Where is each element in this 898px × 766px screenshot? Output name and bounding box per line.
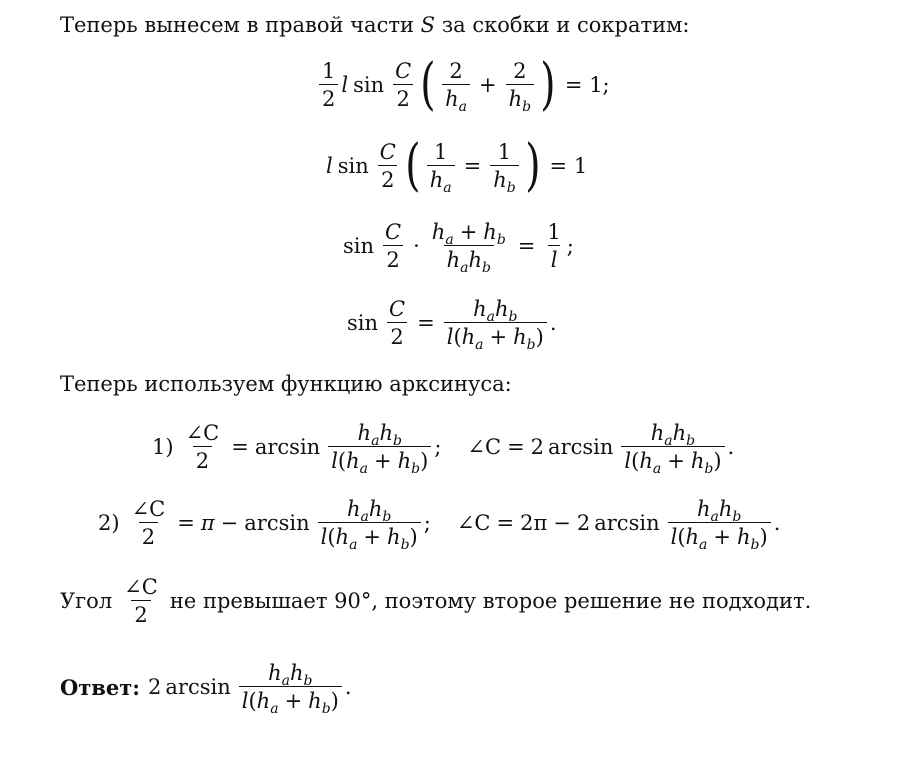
frac-c-half [377,141,399,191]
frac-sum-over-product [429,220,509,277]
var-h: h [335,525,350,550]
sub-b: b [303,673,313,689]
sub-b: b [522,99,532,116]
op-plus: + [363,525,382,550]
var-h: h [650,421,665,445]
den [444,322,547,354]
den [239,686,342,718]
answer [60,661,352,718]
sub-b: b [686,433,696,449]
op-minus: − [220,511,239,536]
op-plus: + [459,220,478,244]
var-h: h [696,497,711,521]
sub-a: a [664,433,673,449]
var-h: h [513,325,527,350]
op-eq: = [417,311,435,336]
var-h: h [468,248,483,273]
var-l: l [341,73,349,98]
op-plus: + [374,449,392,474]
frac-angle-c-half [183,422,223,472]
num: C [379,140,396,165]
case-2 [98,497,781,554]
period: . [344,675,352,700]
fn-sin: sin [337,154,369,179]
sub-a: a [281,673,290,689]
den [506,84,535,116]
var-h: h [718,497,733,521]
var-h: h [387,525,401,550]
var-h: h [429,168,444,193]
var-h: h [685,525,700,550]
coef-2: 2 [530,435,545,460]
frac-product-over-lsum [328,421,431,478]
den: 2 [378,165,397,191]
sub-b: b [382,509,392,525]
lp: ( [453,325,462,350]
var-h: h [446,248,461,273]
var-h: h [368,497,383,521]
intro-text [60,15,690,36]
angle-c: ∠C [456,511,491,536]
var-l: l [670,525,678,550]
frac-product-over-lsum [239,661,342,718]
var-h: h [493,168,507,193]
num [648,421,698,449]
equation-1 [316,52,610,117]
op-eq: = [517,234,536,259]
var-h: h [346,497,361,521]
var-h: h [290,661,304,685]
rp: ) [330,689,339,714]
sub-a: a [710,509,719,525]
rhs: = 1 [549,154,588,179]
den: 2 [393,84,412,110]
var-h: h [672,421,687,445]
var-h: h [483,220,497,244]
var-h: h [346,449,360,474]
var-h: h [308,689,322,714]
fn-arcsin: arcsin [254,435,321,460]
den [328,446,431,478]
fn-sin: sin [343,234,375,259]
period: . [773,511,781,536]
rp: ) [713,449,722,474]
op-minus: − [553,511,571,536]
den [442,84,470,116]
sub-a: a [349,537,358,554]
conclusion-after: не превышает 90°, поэтому второе решение не подходит. [169,589,812,614]
var-h: h [473,297,487,321]
frac-2-ha [442,59,470,116]
den [621,446,724,478]
case-label: 2) [98,511,120,536]
num: 1 [322,59,336,84]
sub-b: b [321,701,331,718]
var-h: h [379,421,393,445]
lp: ( [248,689,257,714]
den: 2 [319,84,338,110]
frac-1-hb [490,140,519,197]
intro-before: Теперь вынесем в правой части [60,13,421,37]
sub-b: b [704,461,714,478]
pi: π [200,511,215,536]
num [344,497,394,525]
sub-a: a [460,260,469,277]
var-h: h [690,449,705,474]
den [490,165,519,197]
left-paren: ( [405,133,421,198]
var-h: h [508,87,523,112]
op-plus: + [284,689,303,714]
rhs: ; [566,234,574,259]
num [429,220,509,248]
coef-2: 2 [148,675,162,700]
var-h: h [431,220,446,244]
frac-1-l [544,221,563,271]
sub-b: b [526,337,536,354]
op-eq: = [463,154,482,179]
num: 2 [449,59,463,84]
op-plus: + [478,73,497,98]
answer-label: Ответ: [60,674,141,700]
num [265,661,315,689]
var-h: h [461,325,476,350]
right-paren: ) [524,133,541,198]
case-1 [152,421,735,478]
var-h: h [494,297,509,321]
equation-4 [347,297,557,354]
angle-c: ∠C [467,435,502,460]
var-h: h [397,449,412,474]
num: 1 [497,140,512,165]
period: . [727,435,735,460]
var-l: l [446,325,454,350]
sub-b: b [750,537,760,554]
num [355,421,405,449]
sub-a: a [270,701,279,718]
lp: ( [327,525,336,550]
semicolon: ; [423,511,431,536]
den [668,522,771,554]
num: ∠C [124,575,158,599]
var-l: l [326,154,333,179]
semicolon: ; [434,435,442,460]
var-l: l [624,449,632,474]
frac-c-half [392,60,414,110]
var-h: h [445,87,459,112]
arcsin-intro: Теперь используем функцию арксинуса: [60,372,512,396]
num: 2 [513,59,527,84]
sub-a: a [359,461,368,478]
sub-b: b [482,260,491,277]
frac-product-over-lsum [668,497,771,554]
num: ∠C [185,421,220,445]
den: 2 [139,522,158,548]
frac-c-half [382,221,404,271]
num [470,297,520,325]
intro-var: S [420,13,436,37]
num [694,497,744,525]
den [427,165,455,197]
sub-a: a [371,433,380,449]
sub-a: a [486,309,495,325]
fn-sin: sin [353,73,385,98]
conclusion-before: Угол [60,589,113,614]
sub-a: a [652,461,662,478]
den: 2 [131,600,150,626]
var-l: l [331,449,338,474]
den: 2 [387,322,406,348]
rp: ) [420,449,429,474]
var-l: l [320,525,328,550]
sub-a: a [445,232,454,248]
fn-arcsin: arcsin [594,511,660,536]
left-paren: ( [420,52,436,117]
intro-after: за скобки и сократим: [435,13,690,37]
sub-b: b [506,180,516,197]
op-plus: + [667,449,685,474]
frac-c-half [386,298,408,348]
sub-a: a [699,537,708,554]
op-plus: + [489,325,508,350]
op-plus: + [713,525,732,550]
sub-b: b [392,433,402,449]
op-eq: = [496,511,515,536]
var-h: h [639,449,653,474]
op-eq: = [231,435,249,460]
period: . [549,311,557,336]
frac-product-over-lsum [621,421,724,478]
coef-2: 2 [576,511,591,536]
rhs: = 1; [564,73,610,98]
equation-2 [326,133,588,198]
op-eq: = [507,435,525,460]
num: C [395,59,412,84]
frac-angle-c-half [121,576,161,626]
den [444,245,494,277]
num: ∠C [131,497,166,521]
lp: ( [677,525,686,550]
sub-b: b [411,461,421,478]
sub-a: a [458,99,467,116]
num: 1 [547,220,561,244]
frac-product-over-lsum [444,297,547,354]
sub-b: b [496,232,506,248]
den: 2 [193,446,212,472]
sub-a: a [475,337,484,354]
frac-1-ha [427,140,455,197]
rp: ) [409,525,418,550]
sub-b: b [508,309,518,325]
rp: ) [535,325,544,350]
lp: ( [631,449,640,474]
fn-arcsin: arcsin [244,511,310,536]
op-dot: · [413,234,420,259]
fn-arcsin: arcsin [165,675,231,700]
var-h: h [737,525,751,550]
var-h: h [256,689,271,714]
num: 1 [433,140,448,165]
den: l [548,245,561,271]
two-pi: 2π [520,511,548,536]
sub-b: b [400,537,410,554]
sub-b: b [732,509,742,525]
fn-sin: sin [347,311,379,336]
case-label: 1) [152,435,174,460]
var-h: h [357,421,372,445]
fn-arcsin: arcsin [548,435,614,460]
num: C [385,220,402,244]
frac-half [319,60,338,110]
den [318,522,421,554]
frac-angle-c-half [129,498,169,548]
sub-a: a [443,180,452,197]
conclusion [60,576,811,626]
sub-a: a [360,509,369,525]
den: 2 [383,245,402,271]
equation-3 [343,220,574,277]
frac-2-hb [506,59,535,116]
frac-product-over-lsum [318,497,421,554]
var-h: h [268,661,282,685]
rp: ) [759,525,768,550]
num: C [389,297,406,321]
var-l: l [241,689,249,714]
right-paren: ) [540,52,556,117]
op-eq: = [177,511,195,536]
lp: ( [337,449,347,474]
